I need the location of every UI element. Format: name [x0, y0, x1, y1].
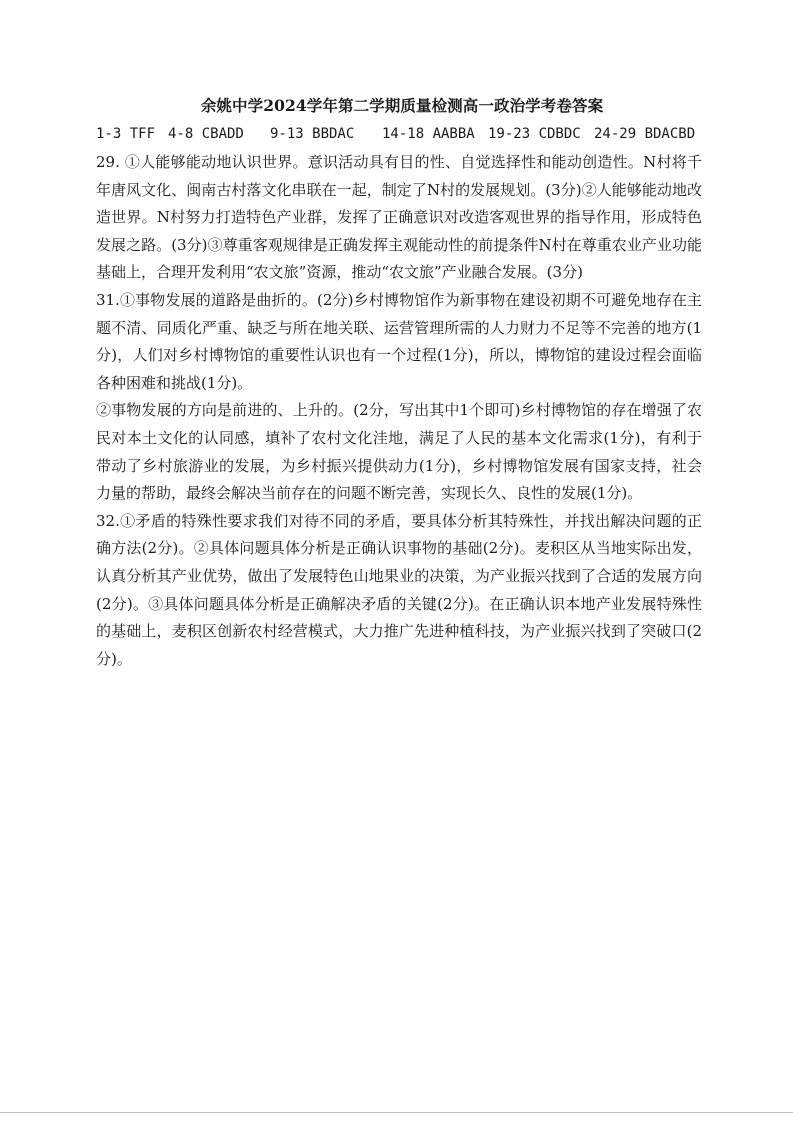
answer-group-3: 9-13 BBDAC — [270, 126, 355, 142]
answer-group-6: 24-29 BDACBD — [594, 126, 696, 142]
page-title: 余姚中学2024学年第二学期质量检测高一政治学考卷答案 — [200, 96, 604, 115]
answer-q31-part2: ②事物发展的方向是前进的、上升的。(2分，写出其中1个即可)乡村博物馆的存在增强了农民对本土文化的认同感，填补了农村文化洼地，满足了人民的基本文化需求(1分)，有利于带动了乡村旅游业的发展，为乡村振兴提供动力(1分)，乡村博物馆发展有国家支持，社会力量的帮助，最终会解决当前存在的问题不断完善，实现长久、良性的发展(1分)。 — [96, 401, 702, 503]
answer-q29: 29. ①人能够能动地认识世界。意识活动具有目的性、自觉选择性和能动创造性。N村将千年唐风文化、闽南古村落文化串联在一起，制定了N村的发展规划。(3分)②人能够能动地改造世界。N村努力打造特色产业群，发挥了正确意识对改造客观世界的指导作用，形成特色发展之路。(3分)③尊重客观规律是正确发挥主观能动性的前提条件N村在尊重农业产业功能基础上，合理开发利用“农文旅”资源，推动“农文旅”产业融合发展。(3分) — [96, 153, 702, 282]
answer-group-1: 1-3 TFF — [96, 126, 156, 142]
answer-q31-part1: 31.①事物发展的道路是曲折的。(2分)乡村博物馆作为新事物在建设初期不可避免地存在主题不清、同质化严重、缺乏与所在地关联、运营管理所需的人力财力不足等不完善的地方(1分)，人们对乡村博物馆的重要性认识也有一个过程(1分)，所以，博物馆的建设过程会面临各种困难和挑战(1分)。 — [96, 290, 702, 392]
answer-group-5: 19-23 CDBDC — [488, 126, 581, 142]
answer-group-4: 14-18 AABBA — [382, 126, 475, 142]
multiple-choice-answers — [96, 121, 702, 149]
answer-q32: 32.①矛盾的特殊性要求我们对待不同的矛盾，要具体分析其特殊性，并找出解决问题的正确方法(2分)。②具体问题具体分析是正确认识事物的基础(2分)。麦积区从当地实际出发，认真分析其产业优势，做出了发展特色山地果业的决策，为产业振兴找到了合适的发展方向(2分)。③具体问题具体分析是正确解决矛盾的关键(2分)。在正确认识本地产业发展特殊性的基础上，麦积区创新农村经营模式，大力推广先进种植科技，为产业振兴找到了突破口(2分)。 — [96, 511, 702, 668]
answer-sheet — [96, 95, 702, 673]
answer-group-2: 4-8 CBADD — [168, 126, 244, 142]
page-bottom-divider — [0, 1112, 793, 1113]
